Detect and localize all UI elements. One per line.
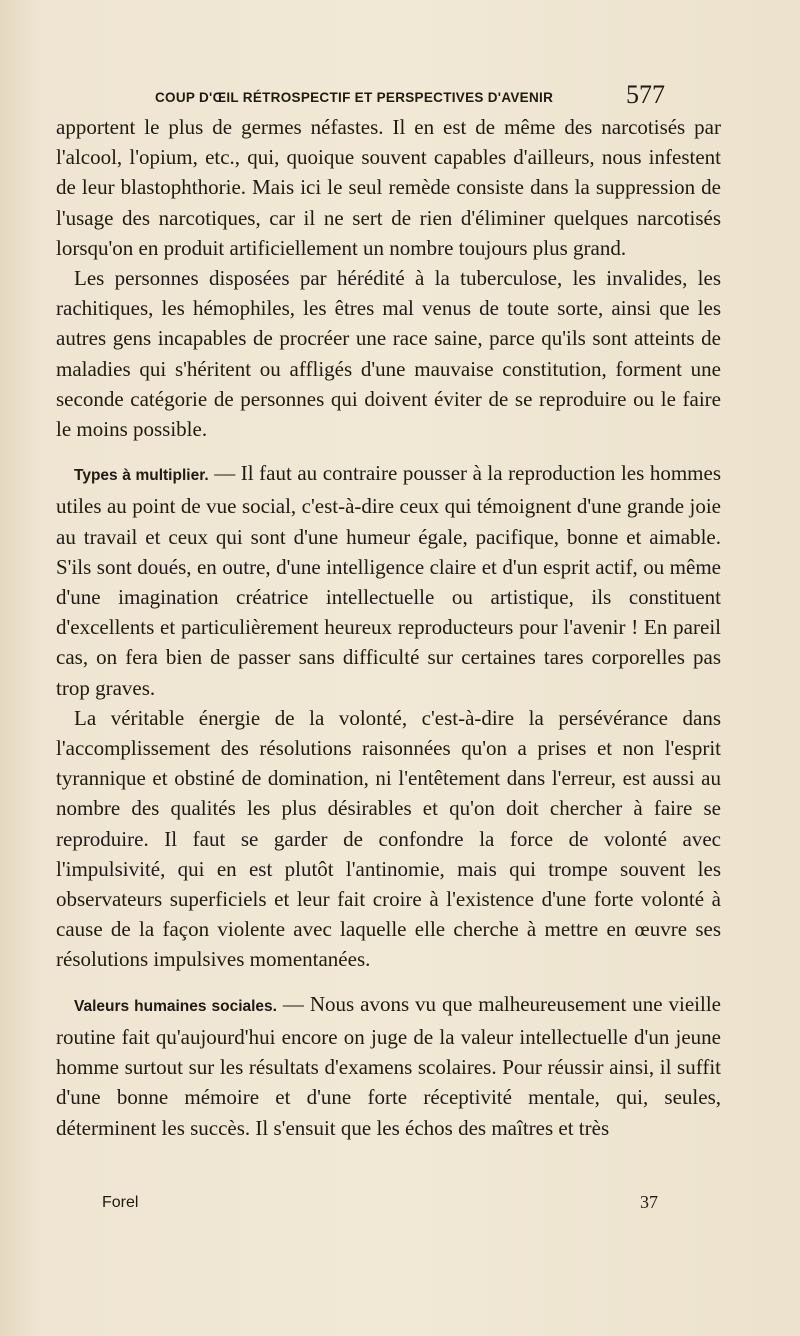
section-gap — [56, 444, 721, 458]
paragraph-2: Les personnes disposées par hérédité à la tuberculose, les invalides, les rachitiques, les hémophiles, les êtres mal venus de toute sorte, ainsi que les autres gens incapables de procréer une race saine, parce qu'ils sont atteints de maladies qui s'héritent ou affligés d'une mauvaise constitution, forment une seconde catégorie de personnes qui doivent éviter de se reproduire ou le faire le moins possible. — [56, 266, 721, 442]
body-text — [56, 112, 721, 1143]
running-title: COUP D'ŒIL RÉTROSPECTIF ET PERSPECTIVES D'AVENIR — [155, 90, 554, 105]
section-valeurs — [56, 989, 721, 1143]
footer-signature: 37 — [640, 1192, 658, 1212]
section-gap — [56, 975, 721, 989]
section-types — [56, 458, 721, 703]
page-number: 577 — [626, 80, 665, 109]
paragraph-3: La véritable énergie de la volonté, c'est-à-dire la persévérance dans l'accomplissement des résolutions raisonnées qu'on a prises et non l'esprit tyrannique et obstiné de domination, ni l'entêtement dans l'erreur, est aussi au nombre des qualités les plus désirables et qu'on doit chercher à faire se reproduire. Il faut se garder de confondre la force de volonté avec l'impulsivité, qui en est plutôt l'antinomie, mais qui trompe souvent les observateurs superficiels et leur fait croire à l'existence d'une forte volonté à cause de la façon violente avec laquelle elle cherche à mettre en œuvre ses résolutions impulsives momentanées. — [56, 705, 721, 972]
section-heading-types: Types à multiplier. — [74, 467, 209, 485]
section-text-valeurs: — Nous avons vu que malheureusement une vieille routine fait qu'aujourd'hui encore on juge de la valeur intellectuelle d'un jeune homme surtout sur les résultats d'examens scolaires. Pour réussir ainsi, il suffit d'une bonne mémoire et d'une forte réceptivité mentale, qui, seules, déterminent les succès. Il s'ensuit que les échos des maîtres et très — [56, 991, 722, 1140]
footer-author: Forel — [102, 1194, 139, 1211]
section-heading-valeurs: Valeurs humaines sociales. — [74, 997, 277, 1015]
section-text-types: — Il faut au contraire pousser à la reproduction les hommes utiles au point de vue social, c'est-à-dire ceux qui témoignent d'une grande joie au travail et ceux qui sont d'une humeur égale, pacifique, bonne et aimable. S'ils sont doués, en outre, d'une intelligence claire et d'un esprit actif, ou même d'une imagination créatrice intellectuelle ou artistique, ils constituent d'excellents et particulièrement heureux reproducteurs pour l'avenir ! En pareil cas, on fera bien de passer sans difficulté sur certaines tares corporelles pas trop graves. — [56, 461, 721, 700]
paragraph-1: apportent le plus de germes néfastes. Il en est de même des narcotisés par l'alcool, l'opium, etc., qui, quoique souvent capables d'ailleurs, nous infestent de leur blastophthorie. Mais ici le seul remède consiste dans la suppression de l'usage des narcotiques, car il ne sert de rien d'éliminer quelques narcotisés lorsqu'on en produit artificiellement un nombre toujours plus grand. — [56, 115, 721, 260]
